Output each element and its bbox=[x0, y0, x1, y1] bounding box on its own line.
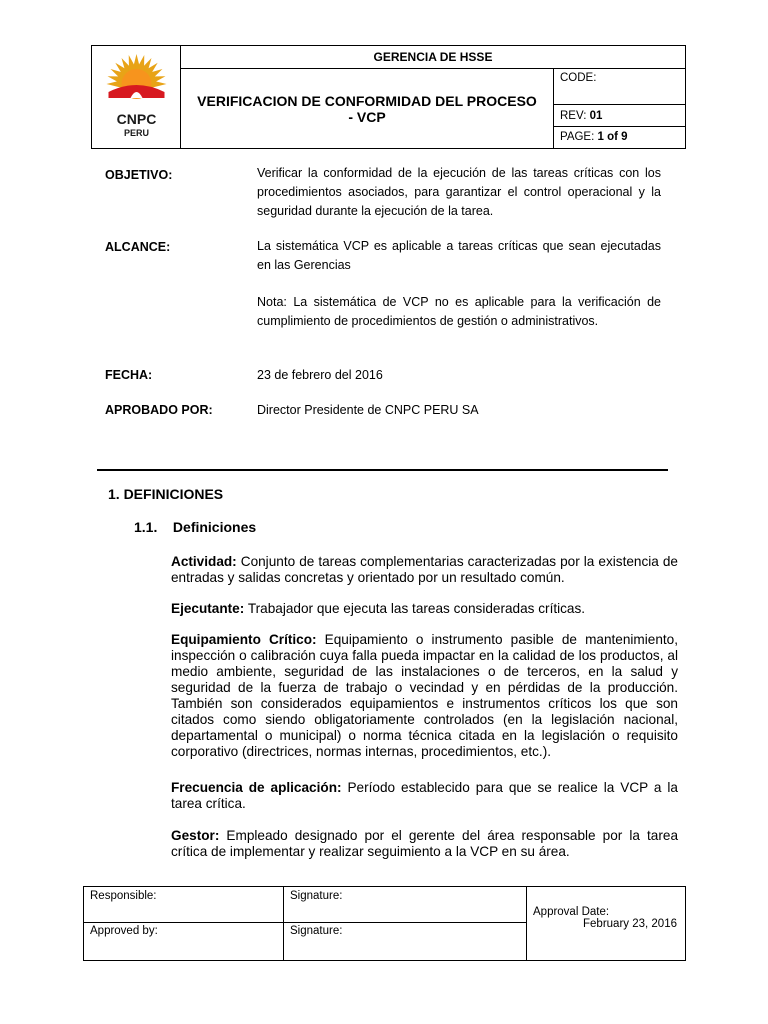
alcance-label: ALCANCE: bbox=[105, 240, 171, 254]
rev-value: 01 bbox=[589, 110, 603, 122]
document-header bbox=[91, 45, 686, 149]
signature-label: Signature: bbox=[290, 925, 343, 937]
nota-label: Nota: bbox=[257, 295, 287, 309]
approval-date-cell bbox=[527, 887, 685, 960]
fecha-label: FECHA: bbox=[105, 368, 153, 382]
objetivo-text: Verificar la conformidad de la ejecución de las tareas críticas con los procedimientos asociados, para garantizar el control operacional y la seguridad durante la ejecución de la tarea. bbox=[257, 166, 661, 218]
rev-label: REV: bbox=[560, 110, 587, 122]
responsible-cell bbox=[84, 887, 284, 923]
responsible-label: Responsible: bbox=[90, 890, 157, 902]
section-divider bbox=[97, 469, 668, 471]
objetivo-label: OBJETIVO: bbox=[105, 168, 173, 182]
page-field bbox=[554, 127, 685, 148]
revision-field bbox=[554, 105, 685, 127]
approved-by-label: Approved by: bbox=[90, 925, 158, 937]
page-label: PAGE: bbox=[560, 131, 595, 143]
cnpc-logo bbox=[92, 46, 181, 148]
approval-date-value: February 23, 2016 bbox=[583, 918, 677, 930]
definition-text: Conjunto de tareas complementarias caracterizadas por la existencia de entradas y salidas concretas y orientado por un resultado común. bbox=[171, 554, 678, 585]
nota-text: La sistemática de VCP no es aplicable para la verificación de cumplimiento de procedimientos de gestión o administrativos. bbox=[257, 295, 661, 328]
approved-by-cell bbox=[84, 923, 284, 960]
definition-term: Ejecutante: bbox=[171, 601, 245, 616]
approval-date-label: Approval Date: bbox=[533, 906, 610, 918]
alcance-text: La sistemática VCP es aplicable a tareas críticas que sean ejecutadas en las Gerencias bbox=[257, 239, 661, 272]
page-value: 1 of 9 bbox=[597, 131, 628, 143]
fecha-value: 23 de febrero del 2016 bbox=[257, 368, 383, 382]
section-heading: 1. DEFINICIONES bbox=[108, 486, 224, 502]
signature-cell bbox=[284, 887, 527, 923]
definition-text: Trabajador que ejecuta las tareas consideradas críticas. bbox=[247, 601, 586, 616]
code-field bbox=[554, 69, 685, 105]
definition-term: Frecuencia de aplicación: bbox=[171, 780, 342, 795]
logo-cell bbox=[92, 46, 181, 148]
definition-paragraph bbox=[171, 554, 678, 586]
definition-term: Equipamiento Crítico: bbox=[171, 632, 317, 647]
definition-term: Actividad: bbox=[171, 554, 237, 569]
code-label: CODE: bbox=[560, 72, 597, 84]
definition-paragraph bbox=[171, 828, 678, 860]
nota-block bbox=[257, 293, 661, 331]
department-title: GERENCIA DE HSSE bbox=[181, 46, 685, 69]
aprobado-value: Director Presidente de CNPC PERU SA bbox=[257, 403, 479, 417]
logo-country-text: PERU bbox=[123, 128, 150, 138]
subsection-title: Definiciones bbox=[172, 519, 257, 535]
definition-term: Gestor: bbox=[171, 828, 220, 843]
definition-paragraph bbox=[171, 632, 678, 760]
definition-text: Período establecido para que se realice la VCP a la tarea crítica. bbox=[171, 780, 678, 811]
document-title: VERIFICACION DE CONFORMIDAD DEL PROCESO - VCP bbox=[181, 69, 554, 148]
definition-text: Equipamiento o instrumento pasible de mantenimiento, inspección o calibración cuya falla pueda impactar en la calidad de los productos, al medio ambiente, seguridad de las instalaciones o de terceros, en la salud y seguridad de la fuerza de trabajo o vecindad y en pérdidas de la producción. También son considerados equipamientos e instrumentos críticos los que son citados como siendo obligatoriamente controlados (en la legislación nacional, departamental o municipal) o norma técnica citada en la legislación o requisito corporativo (directrices, normas internas, procedimientos, etc.). bbox=[171, 632, 679, 759]
aprobado-label: APROBADO POR: bbox=[105, 403, 213, 417]
subsection-number: 1.1. bbox=[134, 519, 158, 535]
logo-brand-text: CNPC bbox=[116, 111, 157, 127]
signature-cell bbox=[284, 923, 527, 960]
definition-text: Empleado designado por el gerente del área responsable por la tarea crítica de implementar y realizar seguimiento a la VCP en su área. bbox=[171, 828, 679, 859]
subsection-heading bbox=[134, 519, 256, 535]
definition-paragraph bbox=[171, 780, 678, 812]
signature-label: Signature: bbox=[290, 890, 343, 902]
approval-footer bbox=[83, 886, 686, 961]
definition-paragraph bbox=[171, 601, 678, 617]
